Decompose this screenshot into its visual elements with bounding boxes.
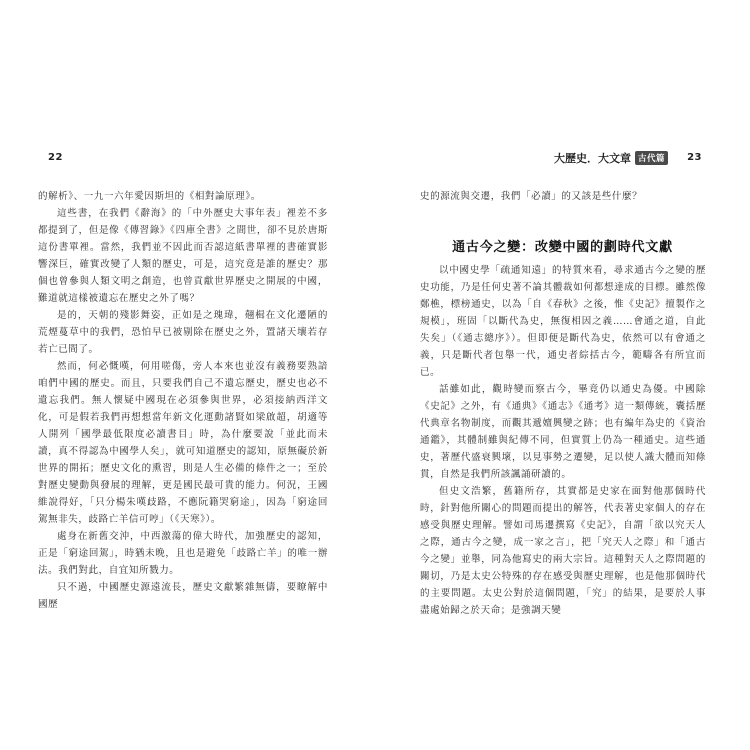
paragraph: 只不過，中國歷史源遠流長，歷史文獻繁雜無儔，要瞭解中國歷 [38,582,328,610]
paragraph: 的解析》、一九一六年愛因斯坦的《相對論原理》。 [38,191,261,202]
paragraph: 但史文浩繁，舊籍所存，其實都是史家在面對他那個時代時，針對他所關心的問題而提出的解答，代表著史家個人的存在感受與歷史理解。譬如司馬遷撰寫《史記》，自謂「欲以究天人之際，通古今之變，成一家之言」，把「究天人之際」和「通古今之變」並舉，同為他寫史的兩大宗旨。這種對天人之際問題的關切，乃是太史公特殊的存在感受與歷史理解，也是他那個時代的主要問題。太史公對於這個問題，「究」的結果，是要於人事盡處始歸之於天命；是強調天變 [420,486,706,616]
paragraph: 話雖如此，觀時變而察古今，畢竟仍以通史為優。中國除《史記》之外，有《通典》《通志》《通考》這一類傳統，囊括歷代典章名物制度，而觀其遞嬗興變之跡；也有編年為史的《資治通鑑》，其體制雖與紀傳不同，但實質上仍為一種通史。這些通史，著歷代盛衰興壞，以見事勢之遷變，足以使人識大體而知條貫，自然是我們所該諷誦研讀的。 [420,384,706,480]
paragraph: 處身在新舊交沖，中西激蕩的偉大時代，加強歷史的認知，正是「窮途回駕」，時猶未晚，且也是避免「歧路亡羊」的唯一辦法。我們對此，自宜知所戮力。 [38,531,328,576]
page-number-right: 23 [687,152,702,163]
paragraph: 是的，天朝的殘影舞姿，正如是之瑰瑋，翹楫在文化遷陋的荒煙蔓草中的我們，恐怕早已被剔除在歷史之外，置諸天壤若存若亡已間了。 [38,310,328,355]
paragraph: 這些書，在我們《辭海》的「中外歷史大事年表」裡差不多都提到了，但是像《傳習錄》《四庫全書》之間世，卻不見於唐斯這份書單裡。當然，我們並不因此而否認這紙書單裡的書確實影響深巨，確實改變了人類的歷史，可是，這究竟是誰的歷史？那個也曾參與人類文明之創造，也曾貢獻世界歷史之開展的中國，難道就這樣被遺忘在歷史之外了嗎？ [38,208,328,304]
right-page-body [420,262,706,619]
right-page-intro [420,188,706,205]
section-heading: 通古今之變：改變中國的劃時代文獻 [452,240,673,255]
page-number-left: 22 [48,152,63,163]
paragraph: 史的源流與交遷，我們「必讀」的又該是些什麼？ [420,191,643,202]
left-page-body [38,188,328,613]
running-head-title: 大歷史．大文章 [553,152,631,165]
running-head-tag: 古代篇 [635,151,668,165]
paragraph: 然而，何必慨嘆，何用嗟傷，旁人本來也並沒有義務要熟諳咱們中國的歷史。而且，只要我們自己不遺忘歷史，歷史也必不遺忘我們。無人懷疑中國現在必須參與世界，必須接納西洋文化，可是假若我們再想想當年新文化運動諸賢如梁啟超，胡適等人開列「國學最低限度必讀書目」時，為什麼要說「並此而未讀，真不得認為中國學人矣」，就可知道歷史的認知，原無礙於新世界的開拓；歷史文化的熏習，則是人生必備的條件之一；至於對歷史變動與發展的理解，更是國民最可貴的能力。何況，王國維說得好，「只分楊朱嘆歧路，不應阮籍哭窮途」，因為「窮途回駕無非失，歧路亡羊信可哼」（《天寒》）。 [38,361,328,525]
paragraph: 以中國史學「疏通知遠」的特質來看，尋求通古今之變的歷史功能，乃是任何史著不論其體裁如何都想達成的目標。雖然像鄭樵，標榜通史，以為「自《春秋》之後，惟《史記》擅製作之規模」，班固「以斷代為史，無復相因之義……會通之道，自此失矣」（《通志總序》）。但即便是斷代為史，依然可以有會通之義，只是斷代者包舉一代，通史者綜括古今，範疇各有所宜而已。 [420,265,706,378]
running-head [554,150,668,166]
